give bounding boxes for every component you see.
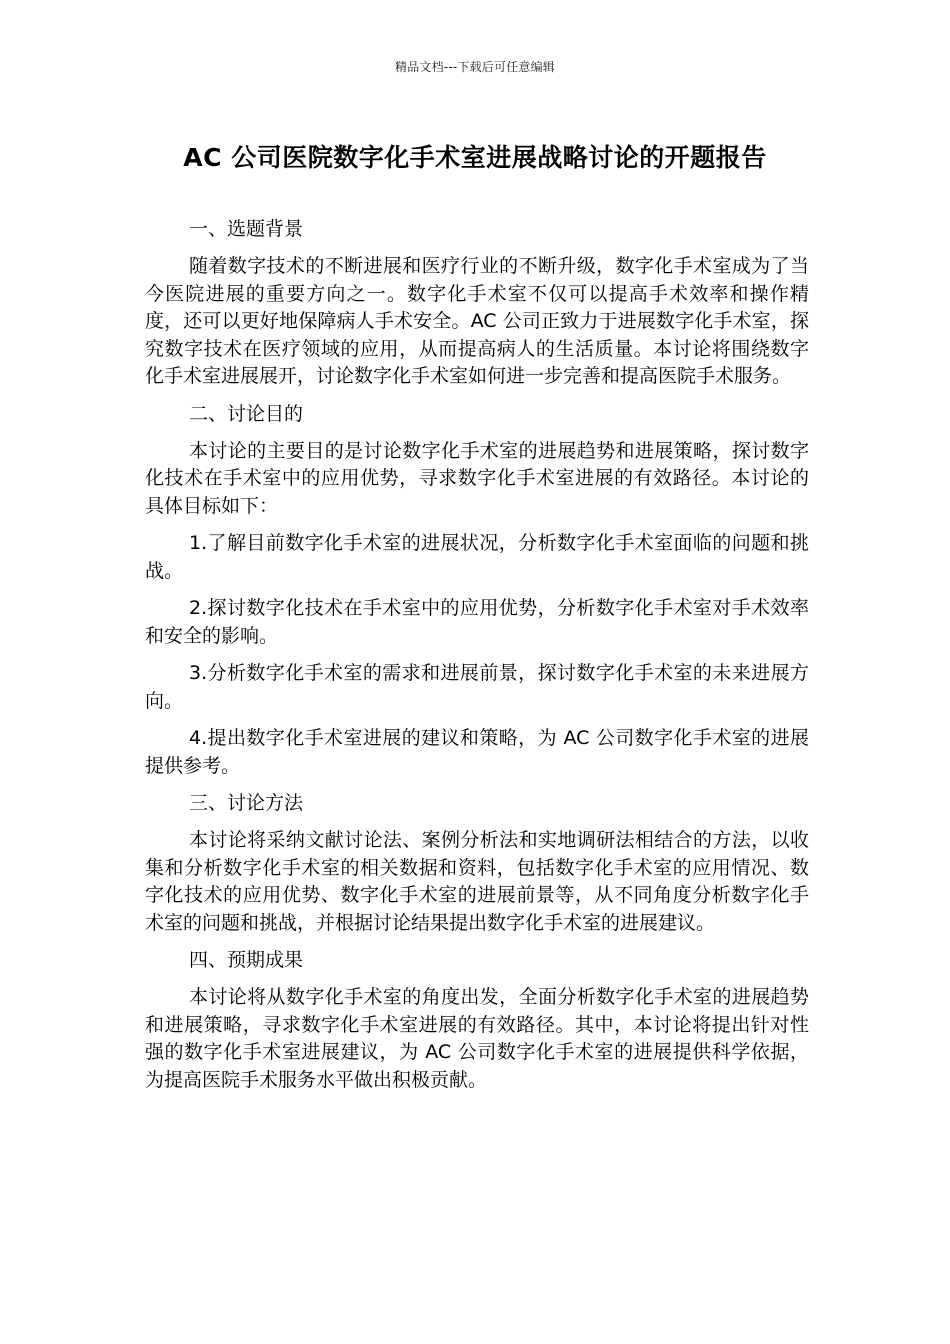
document-body: [145, 216, 809, 1104]
header-note: 精品文档---下载后可任意编辑: [395, 60, 555, 74]
paragraph-goal-1: 1.了解目前数字化手术室的进展状况，分析数字化手术室面临的问题和挑战。: [145, 532, 809, 582]
paragraph-outcomes: 本讨论将从数字化手术室的角度出发，全面分析数字化手术室的进展趋势和进展策略，寻求数字化手术室进展的有效路径。其中，本讨论将提出针对性强的数字化手术室进展建议，为 AC 公司数字化手术室的进展提供科学依据，为提高医院手术服务水平做出积极贡献。: [145, 986, 809, 1091]
section-heading-purpose: 二、讨论目的: [189, 402, 304, 425]
paragraph-goal-3: 3.分析数字化手术室的需求和进展前景，探讨数字化手术室的未来进展方向。: [145, 662, 809, 712]
paragraph-background: 随着数字技术的不断进展和医疗行业的不断升级，数字化手术室成为了当今医院进展的重要方向之一。数字化手术室不仅可以提高手术效率和操作精度，还可以更好地保障病人手术安全。AC 公司正致力于进展数字化手术室，探究数字技术在医疗领域的应用，从而提高病人的生活质量。本讨论将围绕数字化手术室进展展开，讨论数字化手术室如何进一步完善和提高医院手术服务。: [145, 255, 809, 387]
document-title: AC 公司医院数字化手术室进展战略讨论的开题报告: [183, 143, 767, 172]
section-heading-outcomes: 四、预期成果: [189, 949, 304, 971]
paragraph-purpose-intro: 本讨论的主要目的是讨论数字化手术室的进展趋势和进展策略，探讨数字化技术在手术室中的应用优势，寻求数字化手术室进展的有效路径。本讨论的具体目标如下：: [145, 439, 809, 517]
section-heading-method: 三、讨论方法: [189, 792, 304, 814]
paragraph-goal-2: 2.探讨数字化技术在手术室中的应用优势，分析数字化手术室对手术效率和安全的影响。: [145, 597, 809, 647]
section-heading-background: 一、选题背景: [189, 218, 304, 240]
paragraph-method: 本讨论将采纳文献讨论法、案例分析法和实地调研法相结合的方法，以收集和分析数字化手术室的相关数据和资料，包括数字化手术室的应用情况、数字化技术的应用优势、数字化手术室的进展前景等，从不同角度分析数字化手术室的问题和挑战，并根据讨论结果提出数字化手术室的进展建议。: [145, 829, 809, 934]
paragraph-goal-4: 4.提出数字化手术室进展的建议和策略，为 AC 公司数字化手术室的进展提供参考。: [145, 727, 809, 777]
